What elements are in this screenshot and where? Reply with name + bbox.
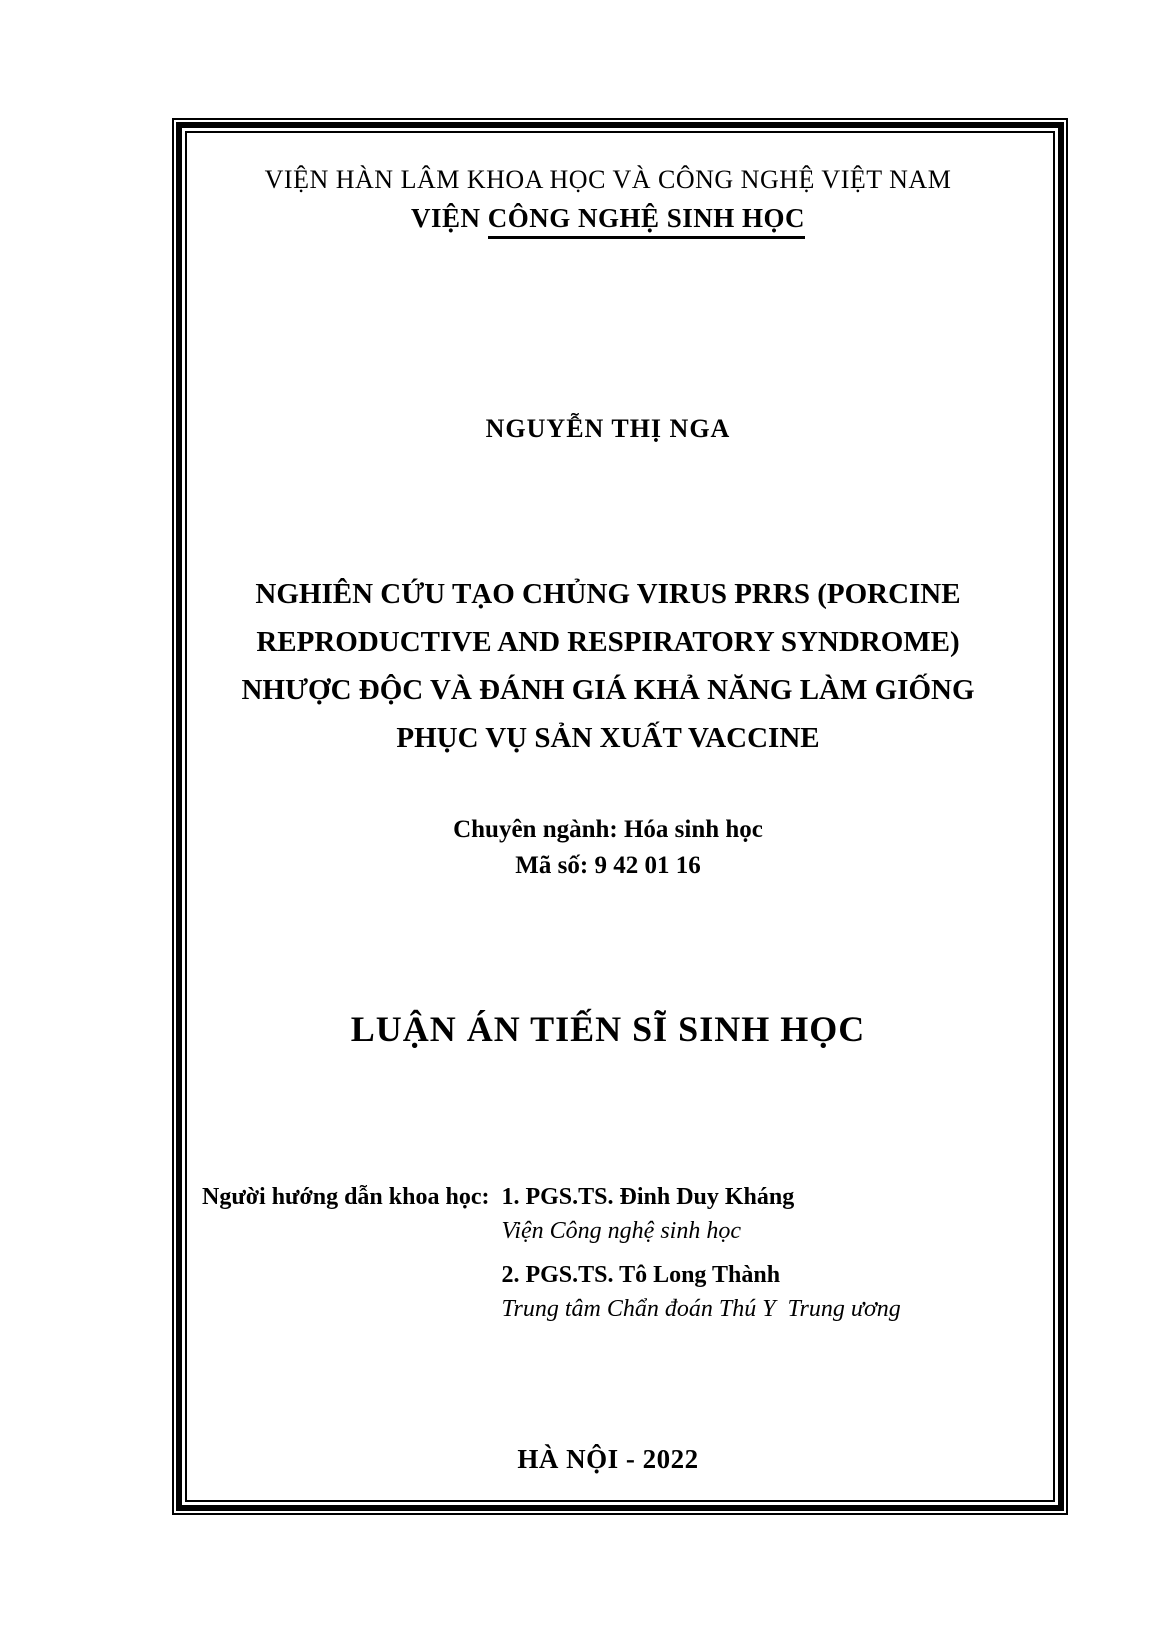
institute-name-prefix: VIỆN bbox=[410, 203, 488, 233]
supervisors-label: Người hướng dẫn khoa học: bbox=[202, 1184, 490, 1210]
supervisor-affiliation: Trung tâm Chẩn đoán Thú Y Trung ương bbox=[501, 1296, 901, 1322]
thesis-title-line: NGHIÊN CỨU TẠO CHỦNG VIRUS PRRS (PORCINE bbox=[255, 578, 961, 610]
thesis-title-line: NHƯỢC ĐỘC VÀ ĐÁNH GIÁ KHẢ NĂNG LÀM GIỐNG bbox=[241, 674, 975, 706]
supervisors-list bbox=[501, 1180, 900, 1326]
code-line: Mã số: 9 42 01 16 bbox=[515, 852, 701, 879]
supervisor-name: 1. PGS.TS. Đinh Duy Kháng bbox=[501, 1184, 795, 1210]
author-name: NGUYỄN THỊ NGA bbox=[485, 414, 731, 443]
parent-institution-name: VIỆN HÀN LÂM KHOA HỌC VÀ CÔNG NGHỆ VIỆT NAM bbox=[264, 165, 952, 194]
institute-name bbox=[178, 199, 1038, 238]
institution-header bbox=[178, 160, 1038, 238]
specialty-block bbox=[178, 812, 1038, 884]
thesis-title-line: REPRODUCTIVE AND RESPIRATORY SYNDROME) bbox=[256, 626, 960, 658]
place-year-line: HÀ NỘI - 2022 bbox=[517, 1444, 699, 1474]
supervisor-entry bbox=[501, 1258, 900, 1326]
thesis-title-line: PHỤC VỤ SẢN XUẤT VACCINE bbox=[396, 722, 820, 754]
thesis-title bbox=[178, 570, 1038, 762]
specialty-line: Chuyên ngành: Hóa sinh học bbox=[453, 816, 763, 843]
institute-name-underlined: CÔNG NGHỆ SINH HỌC bbox=[488, 203, 805, 239]
supervisor-entry bbox=[501, 1180, 900, 1248]
supervisor-affiliation: Viện Công nghệ sinh học bbox=[501, 1218, 741, 1244]
supervisors-block bbox=[202, 1180, 901, 1326]
thesis-type-heading: LUẬN ÁN TIẾN SĨ SINH HỌC bbox=[350, 1009, 866, 1049]
supervisor-name: 2. PGS.TS. Tô Long Thành bbox=[501, 1262, 781, 1288]
